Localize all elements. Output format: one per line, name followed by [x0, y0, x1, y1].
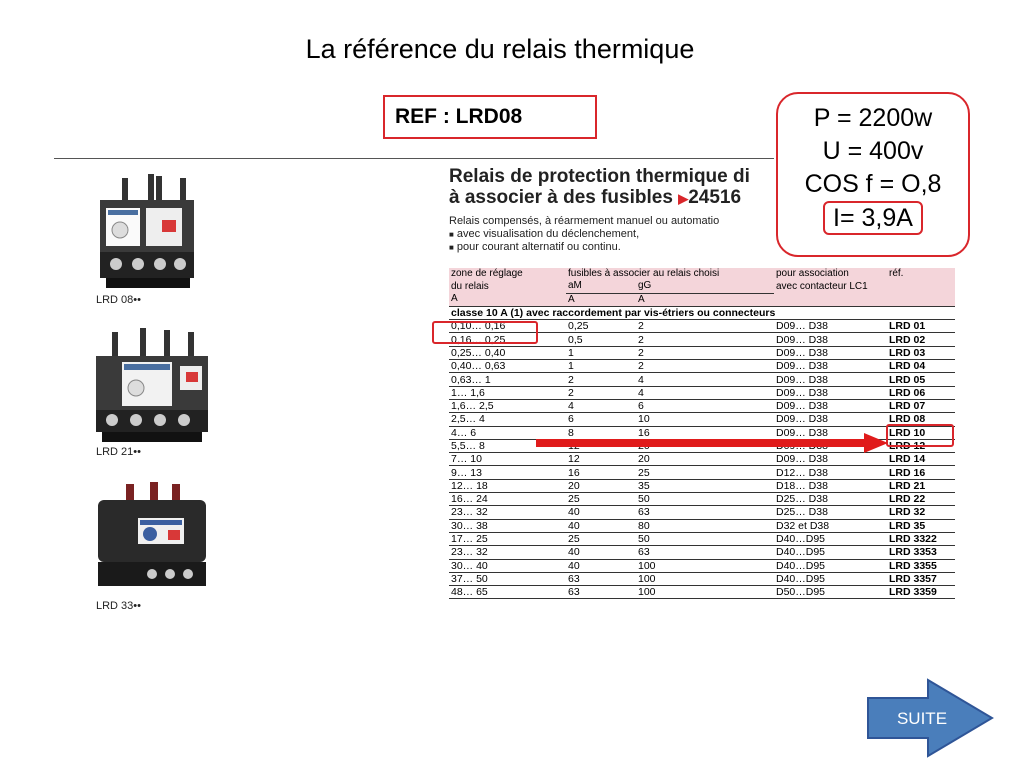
- cell-am: 8: [566, 426, 636, 439]
- cell-ref: LRD 08: [887, 413, 955, 426]
- cell-contactor: D25… D38: [774, 493, 887, 506]
- cell-ref: LRD 35: [887, 519, 955, 532]
- bullet-text: avec visualisation du déclenchement,: [456, 228, 640, 240]
- cell-am: 40: [566, 506, 636, 519]
- suite-button[interactable]: [866, 678, 996, 758]
- cell-range: 48… 65: [449, 586, 566, 599]
- cell-range: 1… 1,6: [449, 386, 566, 399]
- reference-box: REF : LRD08: [383, 95, 597, 139]
- ref-highlight: [886, 424, 954, 447]
- table-row: [449, 346, 955, 359]
- cell-gg: 6: [636, 399, 774, 412]
- caption-lrd21: LRD 21••: [96, 446, 141, 458]
- cell-range: 5,5… 8: [449, 439, 566, 452]
- cell-range: 23… 32: [449, 546, 566, 559]
- cell-am: 63: [566, 572, 636, 585]
- cell-ref: LRD 21: [887, 479, 955, 492]
- cell-gg: 2: [636, 346, 774, 359]
- cell-ref: LRD 3355: [887, 559, 955, 572]
- table-header-row: [449, 280, 955, 293]
- cell-am: 12: [566, 453, 636, 466]
- cell-gg: 25: [636, 466, 774, 479]
- divider-line: [54, 158, 774, 159]
- class-row: [449, 306, 955, 319]
- cell-am: 16: [566, 466, 636, 479]
- bullet-text: pour courant alternatif ou continu.: [456, 241, 621, 253]
- cell-gg: 20: [636, 453, 774, 466]
- cell-ref: LRD 10: [887, 426, 955, 439]
- relay-lrd08-image: [92, 172, 202, 292]
- cell-contactor: D40…D95: [774, 572, 887, 585]
- header-gg: gG: [636, 280, 774, 293]
- voltage-line: U = 400v: [822, 137, 924, 165]
- suite-label: SUITE: [896, 709, 948, 728]
- header-unit: A: [449, 293, 566, 306]
- cell-range: 30… 40: [449, 559, 566, 572]
- cell-am: 1: [566, 346, 636, 359]
- cell-gg: 4: [636, 386, 774, 399]
- table-row: [449, 386, 955, 399]
- cell-am: 2: [566, 386, 636, 399]
- cell-contactor: D40…D95: [774, 559, 887, 572]
- cell-ref: LRD 3353: [887, 546, 955, 559]
- table-row: [449, 399, 955, 412]
- table-row: [449, 360, 955, 373]
- table-row: [449, 532, 955, 545]
- cell-range: 4… 6: [449, 426, 566, 439]
- cell-range: 9… 13: [449, 466, 566, 479]
- header-fuses: fusibles à associer au relais choisi: [566, 268, 774, 280]
- cell-gg: 100: [636, 572, 774, 585]
- cell-am: 63: [566, 586, 636, 599]
- cell-am: 2: [566, 373, 636, 386]
- table-row: [449, 546, 955, 559]
- cell-gg: 100: [636, 586, 774, 599]
- doc-bullet-1: [449, 228, 779, 241]
- doc-title-line1: Relais de protection thermique di: [449, 166, 750, 187]
- cos-phi-line: COS f = O,8: [804, 170, 942, 198]
- header-association: pour association: [774, 268, 887, 280]
- cell-ref: LRD 3359: [887, 586, 955, 599]
- cell-gg: 16: [636, 426, 774, 439]
- cell-ref: LRD 32: [887, 506, 955, 519]
- cell-contactor: D09… D38: [774, 373, 887, 386]
- table-row: [449, 373, 955, 386]
- cell-ref: LRD 16: [887, 466, 955, 479]
- cell-range: 0,40… 0,63: [449, 360, 566, 373]
- doc-title-line2: [449, 187, 779, 209]
- cell-am: 0,25: [566, 320, 636, 333]
- cell-gg: 2: [636, 333, 774, 346]
- relay-lrd33-image: [92, 478, 212, 594]
- cell-contactor: D09… D38: [774, 426, 887, 439]
- cell-am: 1: [566, 360, 636, 373]
- cell-range: 0,25… 0,40: [449, 346, 566, 359]
- header-ref: réf.: [887, 268, 955, 280]
- power-line: P = 2200w: [813, 104, 933, 132]
- cell-gg: 63: [636, 506, 774, 519]
- cell-range: 30… 38: [449, 519, 566, 532]
- current-value: I= 3,9A: [823, 201, 923, 235]
- cell-am: 40: [566, 559, 636, 572]
- cell-am: 0,5: [566, 333, 636, 346]
- table-row: [449, 519, 955, 532]
- cell-am: 20: [566, 479, 636, 492]
- header-am: aM: [566, 280, 636, 293]
- cell-ref: LRD 07: [887, 399, 955, 412]
- table-row: [449, 413, 955, 426]
- cell-ref: LRD 14: [887, 453, 955, 466]
- cell-range: 7… 10: [449, 453, 566, 466]
- cell-ref: LRD 12: [887, 439, 955, 452]
- cell-ref: LRD 06: [887, 386, 955, 399]
- bullet-icon: ■: [449, 243, 454, 252]
- cell-gg: 2: [636, 320, 774, 333]
- cell-contactor: D09… D38: [774, 360, 887, 373]
- header-zone-2: du relais: [449, 280, 566, 293]
- header-unit: A: [636, 293, 774, 306]
- cell-am: 4: [566, 399, 636, 412]
- cell-ref: LRD 3357: [887, 572, 955, 585]
- cell-gg: 50: [636, 493, 774, 506]
- calculation-box: [776, 92, 970, 257]
- cell-range: 0,63… 1: [449, 373, 566, 386]
- cell-range: 12… 18: [449, 479, 566, 492]
- cell-contactor: D18… D38: [774, 479, 887, 492]
- cell-range: 2,5… 4: [449, 413, 566, 426]
- cell-contactor: D09… D38: [774, 413, 887, 426]
- cell-ref: LRD 03: [887, 346, 955, 359]
- cell-contactor: D09… D38: [774, 453, 887, 466]
- cell-contactor: D09… D38: [774, 333, 887, 346]
- cell-contactor: D25… D38: [774, 506, 887, 519]
- cell-contactor: D32 et D38: [774, 519, 887, 532]
- cell-ref: LRD 02: [887, 333, 955, 346]
- table-row: [449, 493, 955, 506]
- cell-contactor: D50…D95: [774, 586, 887, 599]
- cell-am: 25: [566, 493, 636, 506]
- cell-gg: 100: [636, 559, 774, 572]
- cell-am: 25: [566, 532, 636, 545]
- cell-ref: LRD 22: [887, 493, 955, 506]
- slide-title: La référence du relais thermique: [305, 34, 695, 64]
- arrow-right-icon: [536, 433, 888, 455]
- range-highlight: [432, 321, 538, 344]
- cell-gg: 63: [636, 546, 774, 559]
- table-row: [449, 572, 955, 585]
- table-row: [449, 506, 955, 519]
- cell-contactor: D09… D38: [774, 320, 887, 333]
- cell-contactor: D40…D95: [774, 532, 887, 545]
- cell-contactor: D40…D95: [774, 546, 887, 559]
- table-row: [449, 586, 955, 599]
- cell-range: 17… 25: [449, 532, 566, 545]
- cell-contactor: D09… D38: [774, 399, 887, 412]
- cell-range: 37… 50: [449, 572, 566, 585]
- cell-ref: LRD 05: [887, 373, 955, 386]
- cell-range: 1,6… 2,5: [449, 399, 566, 412]
- header-zone: zone de réglage: [449, 268, 566, 280]
- cell-contactor: D09… D38: [774, 346, 887, 359]
- table-row: [449, 559, 955, 572]
- doc-title-text: à associer à des fusibles: [449, 187, 673, 208]
- cell-am: 40: [566, 519, 636, 532]
- table-header-row: [449, 268, 955, 280]
- header-association-2: avec contacteur LC1: [774, 280, 887, 293]
- cell-contactor: D09… D38: [774, 386, 887, 399]
- cell-contactor: D12… D38: [774, 466, 887, 479]
- relay-lrd21-image: [92, 326, 212, 444]
- cell-range: 0,16… 0,25: [449, 333, 566, 346]
- cell-ref: LRD 01: [887, 320, 955, 333]
- cell-range: 0,10… 0,16: [449, 320, 566, 333]
- table-row: [449, 479, 955, 492]
- cell-gg: 4: [636, 373, 774, 386]
- doc-intro: Relais compensés, à réarmement manuel ou automatio: [449, 215, 720, 227]
- cell-gg: 10: [636, 413, 774, 426]
- doc-page-ref: 24516: [688, 187, 742, 208]
- cell-range: 16… 24: [449, 493, 566, 506]
- bullet-icon: ■: [449, 230, 454, 239]
- cell-gg: 35: [636, 479, 774, 492]
- caption-lrd08: LRD 08••: [96, 294, 141, 306]
- cell-ref: LRD 04: [887, 360, 955, 373]
- cell-ref: LRD 3322: [887, 532, 955, 545]
- doc-bullet-2: [449, 241, 779, 254]
- cell-am: 40: [566, 546, 636, 559]
- triangle-icon: ▶: [678, 191, 689, 206]
- cell-am: 6: [566, 413, 636, 426]
- cell-gg: 50: [636, 532, 774, 545]
- class-label: classe 10 A (1) avec raccordement par vis-étriers ou connecteurs: [449, 306, 955, 319]
- cell-range: 23… 32: [449, 506, 566, 519]
- caption-lrd33: LRD 33••: [96, 600, 141, 612]
- header-unit: A: [566, 293, 636, 306]
- table-header-row: [449, 293, 955, 306]
- cell-gg: 2: [636, 360, 774, 373]
- cell-gg: 80: [636, 519, 774, 532]
- table-row: [449, 466, 955, 479]
